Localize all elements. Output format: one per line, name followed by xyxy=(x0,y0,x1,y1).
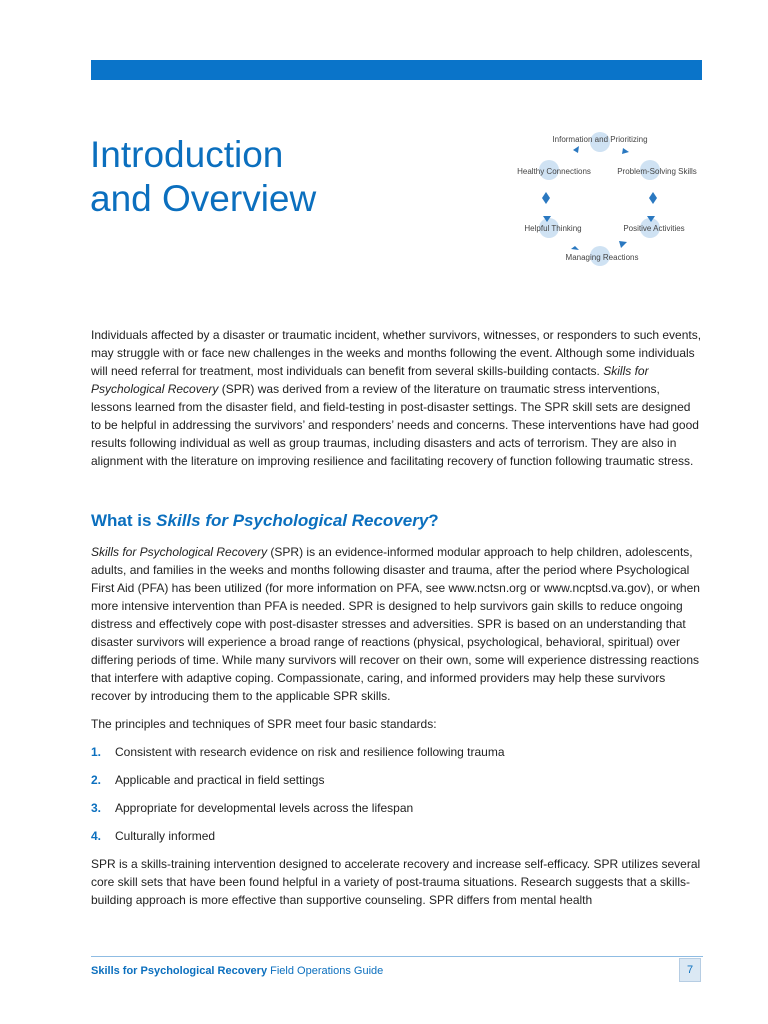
title-line-1: Introduction xyxy=(90,134,284,175)
p1-italic: Skills for Psychological Recovery xyxy=(91,545,268,559)
section-paragraph-3: SPR is a skills-training intervention designed to accelerate recovery and increase self-efficacy. SPR utilizes several core skill sets that have been found helpful in a variety of post-trauma situations. Research suggests that a skills-building approach is more effective than supportive counseling. SPR differs from mental health xyxy=(91,857,701,907)
arrow-4 xyxy=(619,241,627,248)
node-label-problem-solving: Problem-Solving Skills xyxy=(617,167,697,176)
intro-section xyxy=(91,326,703,480)
heading-suffix: ? xyxy=(428,511,439,530)
standards-list xyxy=(91,743,703,845)
list-text: Appropriate for developmental levels across the lifespan xyxy=(115,801,414,815)
cycle-arrows xyxy=(542,146,657,250)
arrow-2 xyxy=(649,192,657,198)
section-body xyxy=(91,543,703,919)
arrow-3 xyxy=(649,198,657,204)
arrow-7 xyxy=(542,198,550,204)
list-text: Consistent with research evidence on risk and resilience following trauma xyxy=(115,745,505,759)
heading-italic: Skills for Psychological Recovery xyxy=(156,511,429,530)
list-item xyxy=(91,799,703,817)
footer-divider xyxy=(91,956,703,957)
intro-paragraph xyxy=(91,326,703,470)
section-paragraph-1 xyxy=(91,543,703,705)
intro-text-2: (SPR) was derived from a review of the literature on traumatic stress interventions, lessons learned from the disaster field, and field-testing in post-disaster settings. The SPR skill sets are designed to be helpful in addressing the survivors’ and responders’ needs and concerns. These interventions have had good results following individual as well as group traumas, including disasters and acts of terrorism. They are also in alignment with the literature on improving resilience and facilitating recovery of function following traumatic stress. xyxy=(91,382,699,468)
arrow-5 xyxy=(571,246,579,250)
list-text: Applicable and practical in field settings xyxy=(115,773,325,787)
footer xyxy=(91,965,383,977)
node-label-helpful-thinking: Helpful Thinking xyxy=(524,224,582,233)
arrow-8 xyxy=(573,146,579,153)
arrow-6 xyxy=(542,192,550,198)
skills-cycle-diagram xyxy=(505,128,705,268)
p1-text: (SPR) is an evidence-informed modular approach to help children, adolescents, adults, and families in the weeks and months following disaster and trauma, after the period where Psychological First Aid (PFA) has been utilized (for more information on PFA, see www.nctsn.org or www.ncptsd.va.gov), or when more intensive intervention than PFA is needed. SPR is designed to help survivors gain skills to reduce ongoing distress and effectively cope with post-disaster stresses and adversities. SPR is based on an understanding that disaster survivors will experience a broad range of reactions (physical, psychological, behavioral, spiritual) over differing periods of time. While many survivors will recover on their own, some will experience distressing reactions that interfere with adaptive coping. Compassionate, caring, and informed providers may help these survivors recover by introducing them to the applicable SPR skills. xyxy=(91,545,700,703)
footer-subtitle: Field Operations Guide xyxy=(267,965,384,977)
title-line-2: and Overview xyxy=(90,178,317,219)
page-number: 7 xyxy=(679,958,701,982)
list-number: 4. xyxy=(91,829,102,843)
list-number: 3. xyxy=(91,801,102,815)
section-paragraph-2: The principles and techniques of SPR meet four basic standards: xyxy=(91,717,437,731)
page-title xyxy=(90,133,316,221)
list-item xyxy=(91,743,703,761)
list-number: 1. xyxy=(91,745,102,759)
list-item xyxy=(91,827,703,845)
footer-title: Skills for Psychological Recovery xyxy=(91,965,268,977)
list-text: Culturally informed xyxy=(115,829,216,843)
node-label-information: Information and Prioritizing xyxy=(552,135,648,144)
header-bar xyxy=(91,60,702,80)
arrow-1 xyxy=(622,148,629,154)
list-number: 2. xyxy=(91,773,102,787)
node-label-positive-activities: Positive Activities xyxy=(623,224,685,233)
intro-italic: Skills for Psychological Recovery xyxy=(91,364,649,396)
intro-text-1: Individuals affected by a disaster or traumatic incident, whether survivors, witnesses, or responders to such events, may struggle with or face new challenges in the weeks and months following the event. Although some individuals will need referral for treatment, most individuals can benefit from several skills-building contacts. xyxy=(91,328,702,378)
node-label-healthy-connections: Healthy Connections xyxy=(517,167,591,176)
heading-prefix: What is xyxy=(91,511,157,530)
list-item xyxy=(91,771,703,789)
node-label-managing-reactions: Managing Reactions xyxy=(565,253,639,262)
cycle-graphic xyxy=(505,128,705,268)
section-heading xyxy=(91,511,439,531)
